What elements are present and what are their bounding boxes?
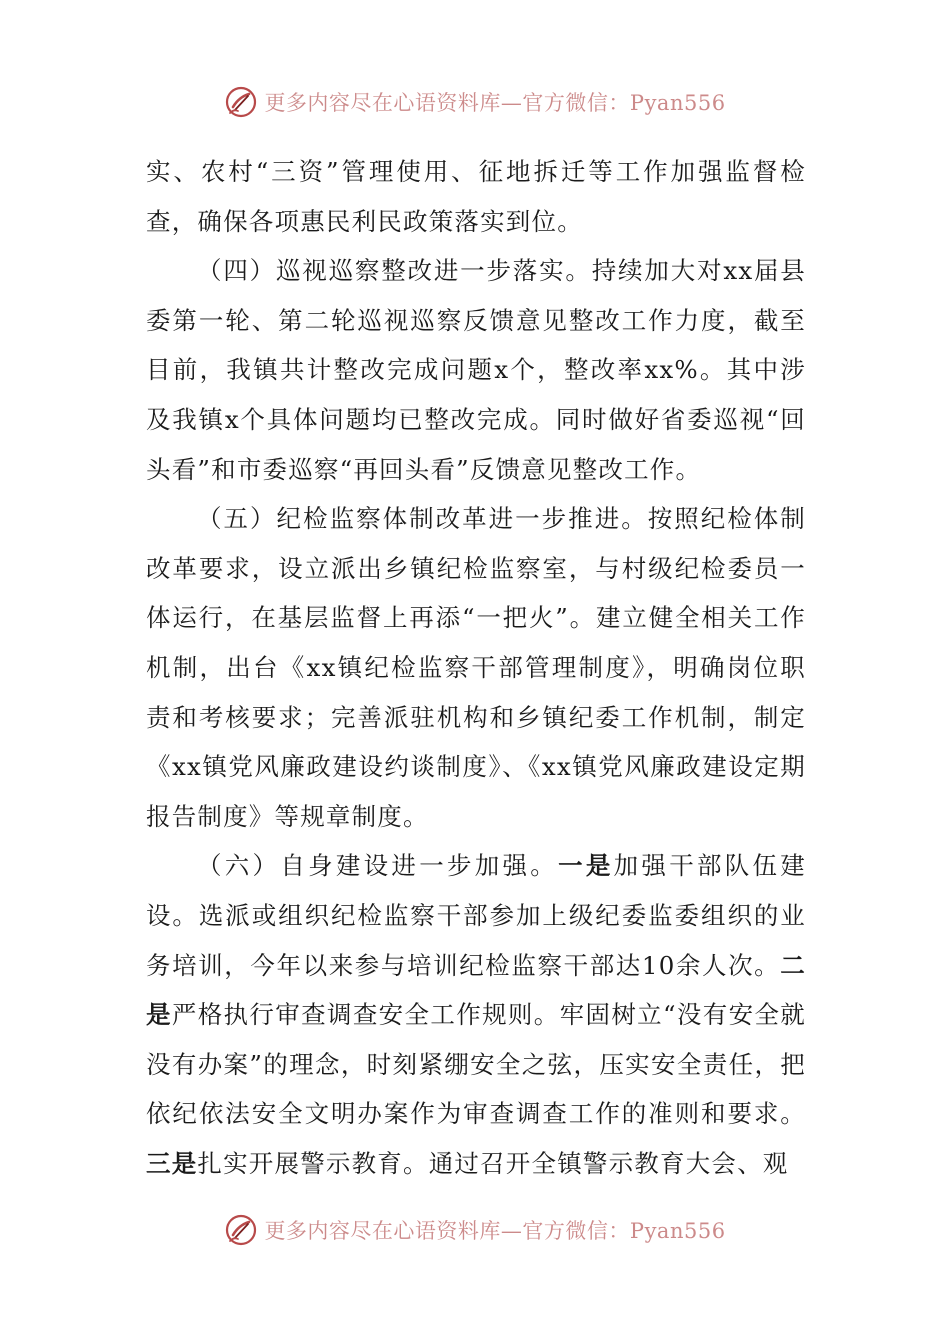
- paragraph: [146, 494, 806, 841]
- paragraph: [146, 147, 806, 246]
- watermark-banner-bottom: [0, 1210, 950, 1250]
- watermark-banner-top: [0, 82, 950, 122]
- text-run: （六）自身建设进一步加强。: [197, 851, 559, 881]
- bold-run: 一是: [558, 851, 614, 881]
- pen-seal-logo-icon: [224, 85, 258, 119]
- text-run: （四）巡视巡察整改进一步落实。持续加大对xx届县委第一轮、第二轮巡视巡察反馈意见整改工作力度，截至目前，我镇共计整改完成问题x个，整改率xx%。其中涉及我镇x个具体问题均已整改完成。同时做好省委巡视“回头看”和市委巡察“再回头看”反馈意见整改工作。: [146, 256, 806, 484]
- text-run: （五）纪检监察体制改革进一步推进。按照纪检体制改革要求，设立派出乡镇纪检监察室，与村级纪检委员一体运行，在基层监督上再添“一把火”。建立健全相关工作机制，出台《xx镇纪检监察干部管理制度》，明确岗位职责和考核要求；完善派驻机构和乡镇纪委工作机制，制定《xx镇党风廉政建设约谈制度》、《xx镇党风廉政建设定期报告制度》等规章制度。: [146, 504, 806, 831]
- text-run: 加强干部队伍建设。选派或组织纪检监察干部参加上级纪委监委组织的业务培训，今年以来参与培训纪检监察干部达10余人次。: [146, 851, 806, 980]
- paragraph: [146, 246, 806, 494]
- bold-run: 三是: [146, 1148, 198, 1178]
- text-run: 实、农村“三资”管理使用、征地拆迁等工作加强监督检查，确保各项惠民利民政策落实到位。: [146, 157, 806, 236]
- watermark-text: 更多内容尽在心语资料库—官方微信：Pyan556: [264, 1219, 726, 1243]
- paragraph: [146, 841, 806, 1188]
- bold-run: 二是: [146, 950, 806, 1030]
- text-run: 严格执行审查调查安全工作规则。牢固树立“没有安全就没有办案”的理念，时刻紧绷安全之弦，压实安全责任，把依纪依法安全文明办案作为审查调查工作的准则和要求。: [146, 1000, 806, 1129]
- watermark-text: 更多内容尽在心语资料库—官方微信：Pyan556: [264, 91, 726, 115]
- document-body: [146, 147, 806, 1188]
- pen-seal-logo-icon: [224, 1213, 258, 1247]
- text-run: 扎实开展警示教育。通过召开全镇警示教育大会、观: [197, 1148, 789, 1178]
